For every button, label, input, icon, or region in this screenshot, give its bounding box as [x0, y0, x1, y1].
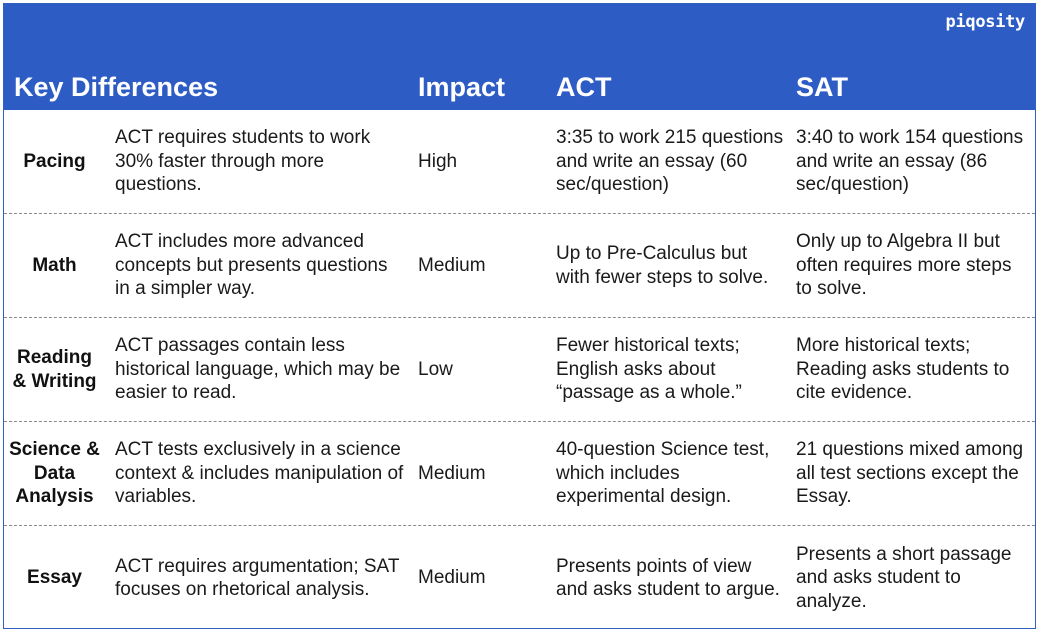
table-row [4, 214, 1035, 318]
table-header [4, 4, 1035, 110]
row-act: 40-question Science test, which includes experimental design. [556, 439, 770, 508]
row-name: Pacing [23, 150, 86, 172]
table-row [4, 526, 1035, 630]
row-name: Science & Data Analysis [9, 439, 100, 508]
comparison-table [3, 3, 1036, 629]
row-sat: Presents a short passage and asks student to analyze. [796, 543, 1012, 612]
row-description: ACT requires students to work 30% faster through more questions. [115, 127, 371, 196]
row-sat: Only up to Algebra II but often requires more steps to solve. [796, 231, 1012, 300]
row-sat: 3:40 to work 154 questions and write an essay (86 sec/question) [796, 127, 1024, 196]
row-act: Up to Pre-Calculus but with fewer steps to solve. [556, 243, 769, 288]
row-act: 3:35 to work 215 questions and write an essay (60 sec/question) [556, 127, 784, 196]
row-impact: High [418, 150, 458, 172]
row-description: ACT passages contain less historical language, which may be easier to read. [115, 335, 401, 404]
row-name: Essay [27, 567, 82, 589]
row-impact: Low [418, 358, 453, 380]
table-body [4, 110, 1035, 630]
row-act: Fewer historical texts; English asks about “passage as a whole.” [556, 335, 742, 404]
table-row [4, 422, 1035, 526]
row-description: ACT includes more advanced concepts but presents questions in a simpler way. [115, 231, 388, 300]
row-name: Reading & Writing [12, 347, 97, 392]
row-act: Presents points of view and asks student to argue. [556, 555, 780, 600]
table-row [4, 110, 1035, 214]
row-description: ACT tests exclusively in a science context & includes manipulation of variables. [115, 439, 404, 508]
row-impact: Medium [418, 254, 486, 276]
header-sat: SAT [796, 72, 848, 102]
row-impact: Medium [418, 567, 486, 589]
table-row [4, 318, 1035, 422]
row-sat: 21 questions mixed among all test sections except the Essay. [796, 439, 1024, 508]
row-description: ACT requires argumentation; SAT focuses on rhetorical analysis. [115, 555, 400, 600]
row-sat: More historical texts; Reading asks students to cite evidence. [796, 335, 1010, 404]
brand-logo: piqosity [945, 12, 1025, 32]
header-act: ACT [556, 72, 612, 102]
row-name: Math [32, 254, 77, 276]
row-impact: Medium [418, 462, 486, 484]
header-impact: Impact [418, 72, 506, 102]
header-key-differences: Key Differences [14, 72, 219, 102]
